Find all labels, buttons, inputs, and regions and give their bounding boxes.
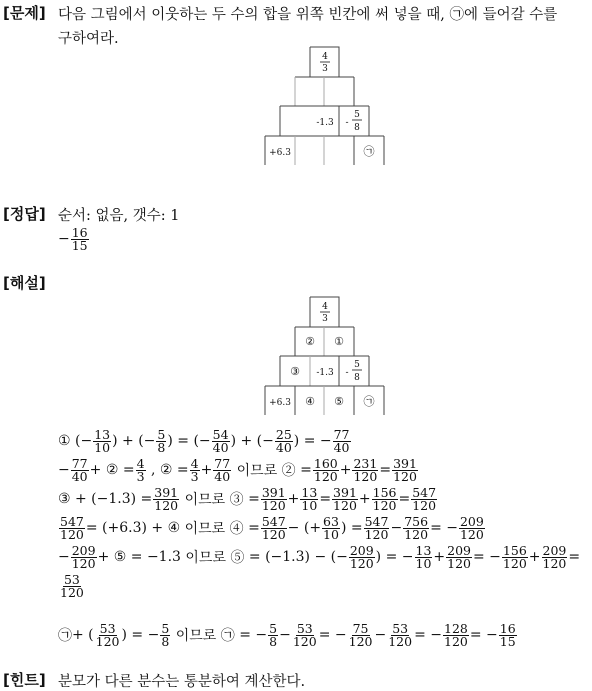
pyr-top-den: 3 bbox=[322, 64, 328, 74]
epyr-row3-a: ③ bbox=[290, 365, 300, 378]
hint-label: [힌트] bbox=[3, 671, 46, 689]
answer-fraction bbox=[71, 224, 89, 253]
answer-value bbox=[58, 222, 90, 256]
pyr-row3-sign: - bbox=[345, 118, 349, 128]
solution-line-4: $\frac{547}{120}$ = (+6.3) + ④ 이므로 ④ = $\frac{547}{120}$ − (+ $\frac{63}{10}$ ) = $\frac{547}{120}$ − $\frac{756}{120}$ = − $\frac{209}{120}$ bbox=[60, 513, 484, 542]
answer-den: 15 bbox=[71, 237, 88, 253]
line4-text: 이므로 ④ bbox=[184, 521, 244, 537]
epyr-row2-a: ② bbox=[305, 335, 315, 348]
answer-sign: − bbox=[58, 231, 70, 247]
solution-line-1: ① (− $\frac{13}{10}$ ) + (− $\frac{5}{8}$ ) = (− $\frac{54}{40}$ ) + (− $\frac{25}{40}$ ) = − $\frac{77}{40}$ bbox=[58, 426, 350, 455]
hint-text: 분모가 다른 분수는 통분하여 계산한다. bbox=[58, 674, 306, 690]
line6-text: 이므로 ㉠ bbox=[175, 628, 235, 644]
problem-pyramid bbox=[0, 46, 592, 166]
marker-1: ① bbox=[58, 433, 71, 449]
solution-line-6: ㉠ + ( $\frac{53}{120}$ ) = − $\frac{5}{8}$ 이므로 ㉠ = − $\frac{5}{8}$ − $\frac{53}{120}$ = − $\frac{75}{120}$ − $\frac{53}{120}$ = − $\frac{128}{120}$ = − $\frac{16}{15}$ bbox=[58, 620, 516, 649]
marker-giyeok: ㉠ bbox=[58, 628, 72, 644]
line3-text: 이므로 ③ bbox=[184, 492, 244, 508]
solution-line-5: − $\frac{209}{120}$ + ⑤ = −1.3 이므로 ⑤ = (−1.3) − (− $\frac{209}{120}$ ) = − $\frac{13}{10}$ + $\frac{209}{120}$ = − $\frac{156}{120}$ + $\frac{209}{120}$ = bbox=[58, 542, 581, 571]
epyr-row3-num: 5 bbox=[354, 360, 360, 370]
epyr-top-den: 3 bbox=[322, 314, 328, 324]
pyr-top-num: 4 bbox=[322, 52, 328, 62]
epyr-row4-b: ④ bbox=[305, 395, 315, 408]
problem-text-line1: 다음 그림에서 이웃하는 두 수의 합을 위쪽 빈칸에 써 넣을 때, ㉠에 들어갈 수를 bbox=[58, 7, 558, 23]
answer-label: [정답] bbox=[3, 205, 46, 223]
epyr-row2-b: ① bbox=[334, 335, 344, 348]
epyr-row4-c: ⑤ bbox=[334, 395, 344, 408]
answer-num: 16 bbox=[71, 224, 88, 240]
epyr-top-num: 4 bbox=[322, 302, 328, 312]
pyr-row4-left: +6.3 bbox=[269, 148, 291, 158]
line5-text: 이므로 ⑤ bbox=[185, 550, 245, 566]
pyr-row4-right: ㉠ bbox=[363, 145, 375, 158]
solution-line-2: − $\frac{77}{40}$ + ② = $\frac{4}{3}$ , ② = $\frac{4}{3}$ + $\frac{77}{40}$ 이므로 ② = $\frac{160}{120}$ + $\frac{231}{120}$ = $\frac{391}{120}$ bbox=[58, 455, 417, 484]
epyr-row4-d: ㉠ bbox=[363, 395, 375, 408]
line2-text: 이므로 ② bbox=[236, 463, 296, 479]
epyr-row3-mid: -1.3 bbox=[316, 368, 334, 378]
solution-line-3: ③ + (−1.3) = $\frac{391}{120}$ 이므로 ③ = $\frac{391}{120}$ + $\frac{13}{10}$ = $\frac{391}{120}$ + $\frac{156}{120}$ = $\frac{547}{120}$ bbox=[58, 484, 437, 513]
explanation-pyramid bbox=[0, 296, 592, 416]
pyr-row3-num: 5 bbox=[354, 110, 360, 120]
answer-info: 순서: 없음, 갯수: 1 bbox=[58, 208, 180, 224]
problem-text-line2: 구하여라. bbox=[58, 31, 119, 47]
epyr-row3-sign: - bbox=[345, 368, 349, 378]
epyr-row4-a: +6.3 bbox=[269, 398, 291, 408]
pyr-row3-mid: -1.3 bbox=[316, 118, 334, 128]
problem-label: [문제] bbox=[3, 4, 46, 22]
explanation-label: [해설] bbox=[3, 274, 46, 292]
pyr-row3-den: 8 bbox=[354, 123, 360, 133]
epyr-row3-den: 8 bbox=[354, 373, 360, 383]
solution-line-5b: $\frac{53}{120}$ bbox=[60, 571, 84, 600]
